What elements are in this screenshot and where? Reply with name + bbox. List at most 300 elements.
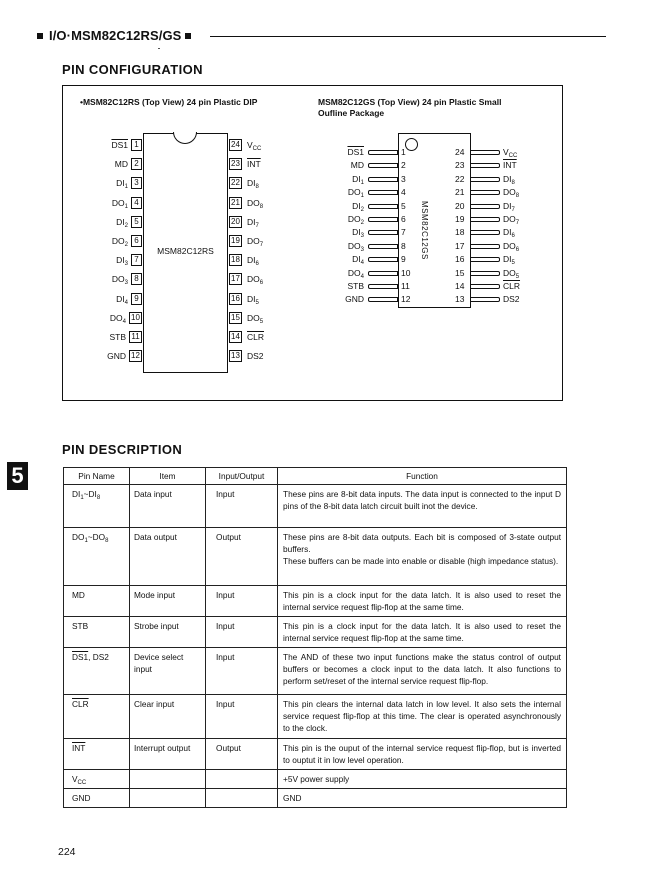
sop-lead	[470, 284, 500, 289]
pin-name-cell	[64, 695, 130, 739]
table-row	[64, 586, 567, 617]
item-cell	[130, 770, 206, 789]
dip-pin-label	[247, 178, 259, 188]
pin-name-subscript: 1	[124, 204, 128, 210]
sop-pin-label	[304, 160, 364, 170]
document-header	[37, 28, 191, 43]
item-cell: Data input	[130, 485, 206, 528]
pin-name-subscript: 4	[122, 319, 126, 325]
pin-name: DS1	[347, 147, 364, 157]
pin-name: STB	[347, 281, 364, 291]
pin-name-base: DO	[503, 187, 516, 197]
dip-pin-label	[247, 332, 264, 342]
pin-name-subscript: 7	[255, 223, 259, 229]
pin-name-base: DI	[503, 254, 512, 264]
sop-pin-number: 17	[455, 241, 465, 251]
sop-pin-number: 4	[401, 187, 406, 197]
dip-pin-label	[247, 351, 264, 361]
sop-pin-number: 3	[401, 174, 406, 184]
dip-pin-label	[68, 236, 128, 246]
pin-name-base: DI	[352, 227, 361, 237]
dip-pin-label	[66, 332, 126, 342]
dip-pin-number: 21	[229, 197, 242, 209]
pin-name: $\overline{CLR}$	[247, 332, 265, 342]
pin-name-subscript: CC	[508, 153, 518, 159]
pin-name-subscript: 1	[124, 184, 128, 190]
pin-name-cell	[64, 770, 130, 789]
dip-pin-number: 3	[131, 177, 142, 189]
dip-pin-label	[68, 217, 128, 227]
sop-pin-label	[304, 227, 364, 237]
dip-pin-label	[247, 217, 259, 227]
pin-name-subscript: 8	[259, 204, 264, 210]
pin-name-subscript: 1	[360, 180, 364, 186]
sop-lead	[368, 244, 398, 249]
pin-name-subscript: 5	[511, 260, 515, 266]
sop-lead	[368, 257, 398, 262]
sop-lead	[470, 244, 500, 249]
pin-name-subscript: 1	[84, 538, 88, 544]
pin-name-subscript: 7	[511, 207, 515, 213]
sop-pin-number: 23	[455, 160, 465, 170]
sop-lead	[470, 204, 500, 209]
dip-pin-label	[68, 159, 128, 169]
pin-name: $\overline{INT}$	[503, 160, 517, 170]
pin-name: MD	[72, 590, 85, 600]
dip-pin-number: 16	[229, 293, 242, 305]
sop-pin-number: 16	[455, 254, 465, 264]
speck	[158, 48, 160, 49]
item-cell: Mode input	[130, 586, 206, 617]
pin-name: DS2	[503, 294, 520, 304]
pin-name: GND	[107, 351, 126, 361]
sop-pin-number: 12	[401, 294, 411, 304]
pin-name: STB	[72, 621, 89, 631]
sop-pin-number: 22	[455, 174, 465, 184]
pin-name: $\overline{INT}$	[247, 159, 261, 169]
table-row	[64, 739, 567, 770]
table-row	[64, 528, 567, 586]
pin-name-base: DI	[247, 217, 256, 227]
sop-pin-label	[503, 227, 515, 237]
dip-pin-label	[68, 274, 128, 284]
pin-name-base: DO	[111, 236, 125, 246]
pin-name-subscript: 8	[96, 495, 101, 501]
function-cell	[278, 770, 567, 789]
sop-pin-number: 24	[455, 147, 465, 157]
sop-chip-name: MSM82C12GS	[420, 201, 429, 260]
pin-name-subscript: 7	[515, 220, 520, 226]
sop-lead	[470, 163, 500, 168]
table-row	[64, 789, 567, 808]
pin-name-rest: , DS2	[88, 652, 109, 662]
io-cell: Input	[206, 695, 278, 739]
io-cell: Input	[206, 586, 278, 617]
sop-pin-label	[503, 241, 519, 251]
pin-name-base: V	[247, 140, 253, 150]
dip-pin-number: 11	[129, 331, 142, 343]
pin-name-base: DO	[72, 532, 85, 542]
io-cell: Input	[206, 648, 278, 695]
dip-pin-number: 1	[131, 139, 142, 151]
dip-pin-label	[247, 236, 263, 246]
pin-name-active-low: DS1	[72, 652, 89, 662]
dip-chip-name: MSM82C12RS	[157, 246, 214, 256]
pin-name-base: DI	[352, 201, 361, 211]
pin-name-base: DO	[92, 532, 106, 542]
sop-pin-label	[503, 254, 515, 264]
sop-pin-number: 13	[455, 294, 465, 304]
pin-name-base: DO	[247, 236, 260, 246]
table-header-row	[64, 468, 567, 485]
function-paragraph: +5V power supply	[283, 774, 350, 784]
dip-pin-number: 14	[229, 331, 242, 343]
pin-description-title: PIN DESCRIPTION	[62, 442, 183, 457]
pin-name-subscript: 2	[124, 242, 128, 248]
pin-name-base: DO	[247, 198, 260, 208]
pin-name-base: DI	[247, 178, 256, 188]
header-title: I/O·MSM82C12RS/GS	[49, 28, 182, 43]
sop-pin-number: 21	[455, 187, 465, 197]
io-cell: Input	[206, 485, 278, 528]
dip-pin-number: 23	[229, 158, 242, 170]
sop-pin-number: 9	[401, 254, 406, 264]
dip-pin-label	[68, 294, 128, 304]
pin-name-subscript: 6	[255, 261, 259, 267]
dip-pin-label	[247, 313, 263, 323]
io-cell	[206, 770, 278, 789]
io-cell	[206, 789, 278, 808]
page-number: 224	[58, 846, 76, 858]
sop-lead	[368, 177, 398, 182]
pin-name: STB	[109, 332, 126, 342]
dip-pin-number: 13	[229, 350, 242, 362]
sop-pin-label	[503, 201, 515, 211]
pin-name-cell	[64, 739, 130, 770]
sop-lead	[368, 150, 398, 155]
pin-name-subscript: 4	[360, 274, 364, 280]
section-tab-marker: 5	[7, 462, 28, 490]
pin-name-active-low: $\overline{CLR}$	[72, 699, 89, 709]
pin-name-base: DO	[347, 187, 361, 197]
pin-name-base: DO	[247, 274, 260, 284]
pin-name-base: DI	[503, 174, 512, 184]
column-header-item: Item	[130, 468, 206, 485]
dip-pin-number: 17	[229, 273, 242, 285]
function-cell	[278, 739, 567, 770]
pin-name-subscript: 4	[360, 260, 364, 266]
pin-name-base: DO	[111, 198, 125, 208]
function-cell	[278, 528, 567, 586]
item-cell: Strobe input	[130, 617, 206, 648]
function-paragraph: The AND of these two input functions make the status control of output buffers or becomes a clock input to the data latch. It also functions to perform set/reset of the internal service request flip-flop.	[283, 652, 561, 686]
pin-name-base: DO	[347, 214, 361, 224]
pin-name-cell	[64, 485, 130, 528]
dip-pin-number: 6	[131, 235, 142, 247]
pin-name-base: V	[503, 147, 509, 157]
sop-pin-number: 10	[401, 268, 411, 278]
dip-pin-label	[68, 178, 128, 188]
sop-lead	[470, 190, 500, 195]
pin-name-subscript: CC	[77, 780, 87, 786]
sop-pin-label	[503, 281, 520, 291]
pin-configuration-title: PIN CONFIGURATION	[62, 62, 203, 77]
pin-name-base: DI	[503, 227, 512, 237]
pin-name: GND	[345, 294, 364, 304]
sop-pin-number: 2	[401, 160, 406, 170]
pin-name-base: DO	[247, 313, 260, 323]
sop-pin-number: 5	[401, 201, 406, 211]
table-row	[64, 770, 567, 789]
sop-pin-number: 11	[401, 281, 410, 291]
pin-name-subscript: 7	[259, 242, 264, 248]
dip-pin-number: 22	[229, 177, 242, 189]
pin-name-subscript: 5	[259, 319, 264, 325]
dip-pin-number: 10	[129, 312, 142, 324]
pin-name-base: DI	[72, 489, 81, 499]
dip-caption: •MSM82C12RS (Top View) 24 pin Plastic DIP	[80, 97, 258, 107]
pin-name-subscript: 5	[515, 274, 520, 280]
dip-pin-number: 7	[131, 254, 142, 266]
sop-pin-label	[304, 147, 364, 157]
sop-pin-label	[503, 160, 517, 170]
sop-caption	[318, 97, 501, 119]
dip-pin-label	[247, 255, 259, 265]
sop-pin-label	[503, 187, 519, 197]
sop-lead	[368, 190, 398, 195]
pin-name: MD	[114, 159, 128, 169]
dip-pin-label	[247, 198, 263, 208]
function-paragraph: These buffers can be made into enable or disable (high impedance status).	[283, 556, 559, 566]
function-paragraph: This pin is the ouput of the internal service request flip-flop, but is inverted to ouptut it in low level operation.	[283, 743, 561, 765]
dip-pin-number: 19	[229, 235, 242, 247]
sop-lead	[470, 297, 500, 302]
sop-lead	[368, 163, 398, 168]
dip-pin-label	[66, 313, 126, 323]
pin-name-base: DI	[116, 255, 125, 265]
pin-name-base: DO	[109, 313, 123, 323]
pin-range-separator: ~	[87, 532, 93, 542]
sop-pin-label	[304, 294, 364, 304]
sop-lead	[470, 257, 500, 262]
sop-pin-label	[304, 214, 364, 224]
pin-name-base: DI	[503, 201, 512, 211]
sop-lead	[470, 150, 500, 155]
pin-name-subscript: 8	[515, 193, 520, 199]
item-cell: Interrupt output	[130, 739, 206, 770]
pin-name-base: DO	[347, 268, 361, 278]
sop-pin-label	[503, 174, 515, 184]
pin-name-subscript: 3	[360, 233, 364, 239]
pin-name-subscript: 1	[80, 495, 84, 501]
pin-name-subscript: 4	[124, 300, 128, 306]
pin-name-base: DI	[247, 255, 256, 265]
io-cell: Output	[206, 528, 278, 586]
sop-pin-label	[304, 174, 364, 184]
pin-range-separator: ~	[83, 489, 89, 499]
sop-lead	[368, 230, 398, 235]
table-row	[64, 648, 567, 695]
table-body	[64, 485, 567, 808]
bullet-icon	[185, 33, 191, 39]
pin-name-subscript: 3	[124, 261, 128, 267]
item-cell: Clear input	[130, 695, 206, 739]
pin-name-base: DO	[111, 274, 125, 284]
function-paragraph: These pins are 8-bit data outputs. Each bit is composed of 3-state output buffers.	[283, 532, 561, 554]
sop-pin-label	[503, 147, 517, 157]
pin-name-base: DO	[503, 214, 516, 224]
function-cell	[278, 617, 567, 648]
sop-pin-number: 6	[401, 214, 406, 224]
bullet-icon	[37, 33, 43, 39]
pin-name-subscript: 8	[511, 180, 515, 186]
sop-lead	[368, 271, 398, 276]
table-row	[64, 485, 567, 528]
pin-name-subscript: 6	[259, 280, 264, 286]
pin-name-cell	[64, 648, 130, 695]
dip-pin-label	[247, 274, 263, 284]
column-header-pin-name: Pin Name	[64, 468, 130, 485]
function-paragraph: This pin is a clock input for the data latch. It is also used to reset the internal service request flip-flop at the same time.	[283, 621, 561, 643]
pin-name-base: DI	[247, 294, 256, 304]
pin-name-subscript: 2	[360, 220, 364, 226]
function-paragraph: GND	[283, 793, 302, 803]
io-cell: Input	[206, 617, 278, 648]
pin-name-cell	[64, 528, 130, 586]
dip-pin-number: 8	[131, 273, 142, 285]
dip-pin-label	[247, 294, 259, 304]
pin-name-subscript: 6	[515, 247, 520, 253]
dip-pin-number: 5	[131, 216, 142, 228]
pin-name-base: V	[72, 774, 78, 784]
sop-lead	[470, 271, 500, 276]
sop-pin-number: 8	[401, 241, 406, 251]
sop-lead	[368, 217, 398, 222]
pin-name: GND	[72, 793, 91, 803]
sop-pin-label	[503, 294, 520, 304]
pin-name-subscript: 6	[511, 233, 515, 239]
pin-name-subscript: 2	[124, 223, 128, 229]
pin-name-base: DI	[352, 254, 361, 264]
sop-pin-label	[503, 214, 519, 224]
sop-lead	[470, 230, 500, 235]
pin-name-base: DI	[352, 174, 361, 184]
pin-name: DS2	[247, 351, 264, 361]
sop-lead	[368, 204, 398, 209]
sop-pin-number: 18	[455, 227, 465, 237]
pin-name-cell	[64, 586, 130, 617]
pin-name-subscript: 1	[360, 193, 364, 199]
pin-name-subscript: 5	[255, 300, 259, 306]
dip-pin-number: 9	[131, 293, 142, 305]
pin-name: DS1	[111, 140, 128, 150]
sop-pin-number: 15	[455, 268, 465, 278]
column-header-function: Function	[278, 468, 567, 485]
dip-pin-label	[247, 159, 261, 169]
sop-pin-label	[304, 201, 364, 211]
dip-pin-label	[66, 351, 126, 361]
pin-name: $\overline{CLR}$	[503, 281, 521, 291]
pin-name-base: DI	[116, 217, 125, 227]
pin1-marker-icon	[405, 138, 418, 151]
pin-name-subscript: 8	[255, 184, 259, 190]
dip-pin-number: 12	[129, 350, 142, 362]
pin-name-subscript: 8	[105, 538, 109, 544]
table-row	[64, 695, 567, 739]
function-cell	[278, 789, 567, 808]
dip-pin-number: 4	[131, 197, 142, 209]
sop-caption-line1: MSM82C12GS (Top View) 24 pin Plastic Small	[318, 97, 502, 107]
sop-pin-label	[304, 187, 364, 197]
sop-lead	[368, 297, 398, 302]
function-paragraph: This pin clears the internal data latch in low level. It also sets the internal service request flip-flop at this time. The clear is operated asynchronously to the clock.	[283, 699, 561, 733]
function-cell	[278, 648, 567, 695]
pin-name-base: DI	[88, 489, 97, 499]
pin-name: MD	[350, 160, 364, 170]
sop-pin-label	[304, 241, 364, 251]
function-cell	[278, 695, 567, 739]
pin-name-subscript: 3	[360, 247, 364, 253]
sop-pin-number: 19	[455, 214, 465, 224]
sop-pin-number: 7	[401, 227, 406, 237]
pin-name-base: DO	[503, 241, 516, 251]
sop-pin-label	[304, 268, 364, 278]
pin-name-cell	[64, 617, 130, 648]
item-cell: Data output	[130, 528, 206, 586]
header-rule	[210, 36, 606, 37]
io-cell: Output	[206, 739, 278, 770]
dip-pin-label	[68, 255, 128, 265]
dip-pin-label	[68, 140, 128, 150]
sop-lead	[470, 217, 500, 222]
pin-name-subscript: 3	[124, 280, 128, 286]
pin-name-base: DI	[116, 178, 125, 188]
column-header-input-output: Input/Output	[206, 468, 278, 485]
function-paragraph: This pin is a clock input for the data latch. It is also used to reset the internal service request flip-flop at the same time.	[283, 590, 561, 612]
sop-pin-number: 1	[401, 147, 406, 157]
pin-name-subscript: CC	[252, 146, 262, 152]
dip-pin-label	[68, 198, 128, 208]
sop-pin-number: 14	[455, 281, 465, 291]
sop-caption-line2: Oufline Package	[318, 108, 385, 118]
sop-lead	[368, 284, 398, 289]
pin-name-base: DO	[347, 241, 361, 251]
dip-pin-number: 18	[229, 254, 242, 266]
pin-name-active-low: $\overline{INT}$	[72, 743, 86, 753]
sop-pin-number: 20	[455, 201, 465, 211]
dip-pin-label	[247, 140, 261, 150]
function-paragraph: These pins are 8-bit data inputs. The data input is connected to the input D pins of the 8-bit data latch circuit built inot the device.	[283, 489, 561, 511]
pin-name-cell	[64, 789, 130, 808]
pin-description-table	[63, 467, 567, 808]
function-cell	[278, 586, 567, 617]
dip-pin-number: 15	[229, 312, 242, 324]
table-row	[64, 617, 567, 648]
item-cell	[130, 789, 206, 808]
dip-pin-number: 20	[229, 216, 242, 228]
pin-name-subscript: 2	[360, 207, 364, 213]
item-cell: Device select input	[130, 648, 206, 695]
dip-pin-number: 2	[131, 158, 142, 170]
sop-lead	[470, 177, 500, 182]
pin-name-base: DO	[503, 268, 516, 278]
dip-pin-number: 24	[229, 139, 242, 151]
pin-name-base: DI	[116, 294, 125, 304]
sop-pin-label	[503, 268, 519, 278]
sop-pin-label	[304, 281, 364, 291]
sop-pin-label	[304, 254, 364, 264]
function-cell	[278, 485, 567, 528]
